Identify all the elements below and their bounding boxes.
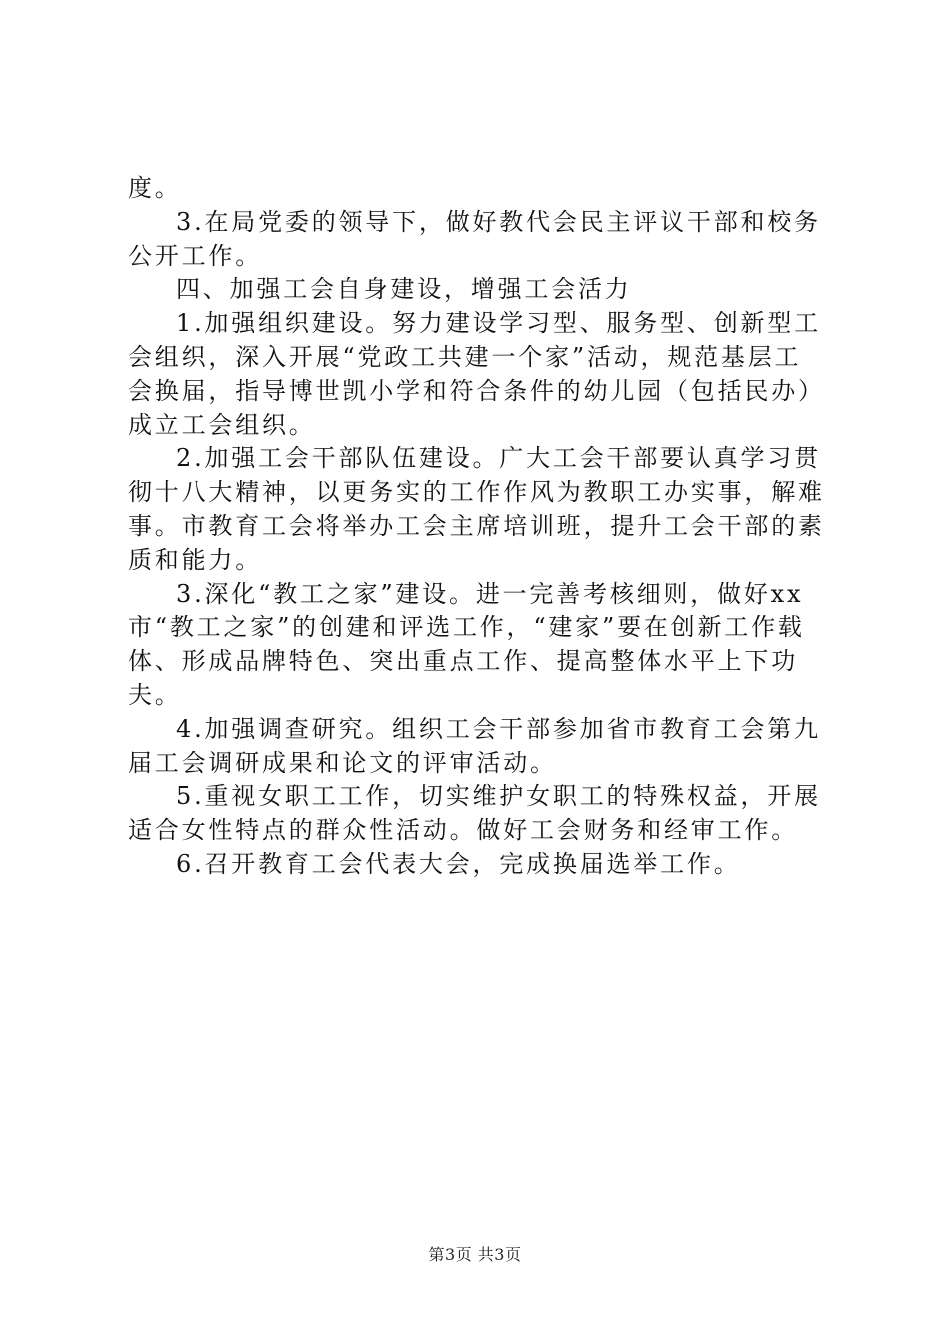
section-heading-4: 四、加强工会自身建设，增强工会活力 xyxy=(176,275,632,304)
paragraph-item-2-cadre-team: 2.加强工会干部队伍建设。广大工会干部要认真学习贯彻十八大精神，以更务实的工作作风为教职工办实事，解难事。市教育工会将举办工会主席培训班，提升工会干部的素质和能力。 xyxy=(128,444,825,574)
document-body xyxy=(128,172,828,882)
paragraph-item-3-teachers-home: 3.深化“教工之家”建设。进一完善考核细则，做好xx市“教工之家”的创建和评选工作，“建家”要在创新工作载体、形成品牌特色、突出重点工作、提高整体水平上下功夫。 xyxy=(128,579,805,709)
paragraph-item-4-research: 4.加强调查研究。组织工会干部参加省市教育工会第九届工会调研成果和论文的评审活动。 xyxy=(128,714,821,777)
paragraph-item-1-organization: 1.加强组织建设。努力建设学习型、服务型、创新型工会组织，深入开展“党政工共建一个家”活动，规范基层工会换届，指导博世凯小学和符合条件的幼儿园（包括民办）成立工会组织。 xyxy=(128,309,825,439)
paragraph-item-3-democratic-review: 3.在局党委的领导下，做好教代会民主评议干部和校务公开工作。 xyxy=(128,207,821,270)
paragraph-continuation: 度。 xyxy=(128,174,182,202)
paragraph-item-5-female-staff: 5.重视女职工工作，切实维护女职工的特殊权益，开展适合女性特点的群众性活动。做好工会财务和经审工作。 xyxy=(128,782,821,845)
paragraph-item-6-congress: 6.召开教育工会代表大会，完成换届选举工作。 xyxy=(176,849,741,878)
page-footer: 第3页 共3页 xyxy=(428,1245,522,1264)
